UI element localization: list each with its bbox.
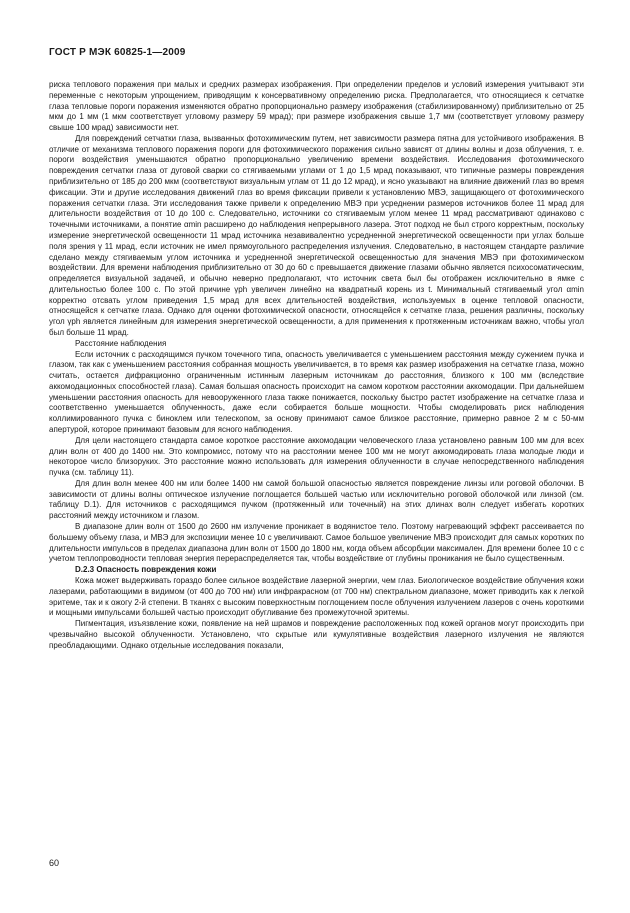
paragraph-4: Для цели настоящего стандарта самое короткое расстояние аккомодации человеческого глаза установлено равным 100 мм для всех длин волн от 400 до 1400 нм. Это компромисс, потому что на расстоянии менее 100 мм не могут аккомодировать глаза молодые люди и некоторое число близоруких. Это расстояние можно использовать для измерения облученности в случае непосредственного наблюдения пучка (см. таблицу 11). [49, 435, 584, 478]
page-header: ГОСТ Р МЭК 60825-1—2009 [49, 47, 186, 58]
paragraph-7: Кожа может выдерживать гораздо более сильное воздействие лазерной энергии, чем глаз. Биологическое воздействие облучения кожи лазерами, работающими в видимом (от 400 до 700 нм) или инфракрасном (от 700 нм) спектральном диапазоне, может приводить как к легкой эритеме, так и к ожогу 2-й степени. В тканях с высоким поверхностным поглощением после облучения излучением лазеров с очень короткими и мощными импульсами большей частью происходит обугливание без промежуточной эритемы. [49, 575, 584, 618]
body-text [49, 80, 584, 651]
paragraph-2: Для повреждений сетчатки глаза, вызванных фотохимическим путем, нет зависимости размера пятна для устойчивого изображения. В отличие от механизма теплового поражения пороги для фотохимического поражения сильно зависят от длины волны и доза облучения, т. е. пороги воздействия уменьшаются обратно пропорционально увеличению времени воздействия. Исследования фотохимического повреждения сетчатки глаза от дуговой сварки со стягиваемыми углами от 1 до 1,5 мрад показывают, что типичные размеры повреждения приблизительно от 185 до 200 мкм (соответствуют визуальным углам от 11 до 12 мрад), и ясно указывают на влияние движений глаз во время фиксации. Эти и другие исследования движений глаз во время фиксации привели к установлению МВЭ, защищающего от фотохимического поражения сетчатки глаза. Эти исследования также привели к определению МВЭ при усреднении размеров источников более 11 мрад для длительности воздействия от 10 до 100 с. Следовательно, источники со стягиваемым углом менее 11 мрад рассматривают одинаково с точечными источниками, а понятие αmin расширено до наблюдения непрерывного лазера. Этот подход не был строго корректным, поскольку измерение энергетической освещенности 11 мрад источника незавивалентно усредненной энергетической освещенности при углах больше поля зрения γ 11 мрад, если источник не имел прямоугольного распределения излучения. Следовательно, в настоящем стандарте различие сделано между стягиваемым углом источника и усредненной энергетической освещенностью для значения МВЭ при фотохимическом воздействии. Для времени наблюдения приблизительно от 30 до 60 с превышается движение глазами обычно является психосоматическим, определяется визуальной задачей, и обычно неверно предполагают, что источник света был бы отображен исключительно в ямке с длительностью более 100 с. По этой причине γph увеличен линейно на квадратный корень из t. Минимальный стягиваемый угол αmin корректно отсвать углом приведения 1,5 мрад для всех длительностей воздействия, используемых в оценке тепловой опасности, относящейся к сетчатке глаза. Однако для оценки фотохимической опасности, относящейся к сетчатке глаза, решения различны, поскольку угол γph является линейным для измерения энергетической освещенности, а для применения к протяженным источникам важно, чтобы угол был больше 11 мрад. [49, 133, 584, 337]
paragraph-6: В диапазоне длин волн от 1500 до 2600 нм излучение проникает в водянистое тело. Поэтому нагревающий эффект рассеивается по большему объему глаза, и МВЭ для экспозиции менее 10 с увеличивают. Самое большое увеличение МВЭ происходит для самых коротких по длительности импульсов в пределах диапазона длин волн от 1500 до 1800 нм, когда объем абсорбции максимален. Для времени более 10 с с учетом теплопроводности тепловая энергия перераспределяется так, чтобы воздействие от глубины проникания не было существенным. [49, 522, 584, 564]
page-number: 60 [49, 858, 60, 868]
paragraph-1: риска теплового поражения при малых и средних размерах изображения. При определении пределов и условий измерения учитывают эти переменные с некоторым упрощением, приводящим к консервативному определению риска. Предполагается, что относящиеся к сетчатке глаза тепловые пороги поражения изменяются обратно пропорционально размеру изображения (стабилизированному) приблизительно от 25 мкм до 1 мм (1 мкм соответствует угловому размеру 59 мрад); при размере изображения свыше 1,7 мм (соответствует угловому размеру свыше 100 мрад) зависимости нет. [49, 80, 584, 133]
section-heading-skin-hazard: D.2.3 Опасность повреждения кожи [75, 565, 217, 575]
paragraph-3: Если источник с расходящимся пучком точечного типа, опасность увеличивается с уменьшением расстояния между сужением пучка и глазом, так как с уменьшением расстояния собранная мощность увеличивается, в то время как размер изображения на сетчатке глаза, можно считать, остается дифракционно ограниченным истинным лазерным источникам до расстояния, близкого к 100 мм (вследствие аккомодационных способностей глаза). Самая большая опасность происходит на самом коротком расстоянии аккомодации. При дальнейшем уменьшении расстояния опасность для невооруженного глаза также понижается, поскольку быстро растет изображение на сетчатке глаза и соответственно уменьшается облученность, даже если собирается больше мощности. Чтобы смоделировать риск наблюдения коллимированного пучка с биноклем или телескопом, за основу принимают самое близкое расстояние, примерно равное 2 м с 50-мм апертурой, которое принимают базовым для ясного наблюдения. [49, 349, 584, 434]
paragraph-8: Пигментация, изъязвление кожи, появление на ней шрамов и повреждение расположенных под кожей органов могут происходить при чрезвычайно высокой облученности. Установлено, что скрытые или кумулятивные воздействия лазерного излучения не являются преобладающими. Однако отдельные исследования показали, [49, 619, 584, 650]
subheading-viewing-distance: Расстояние наблюдения [75, 338, 167, 348]
paragraph-5: Для длин волн менее 400 нм или более 1400 нм самой большой опасностью является повреждение линзы или роговой оболочки. В зависимости от длины волны оптическое излучение поглощается большей частью или исключительно роговой оболочкой или линзой (см. таблицу D.1). Для источников с расходящимся пучком (протяженный или точечный) на этих длинах волн следует избегать коротких расстояний между источником и глазом. [49, 478, 584, 521]
